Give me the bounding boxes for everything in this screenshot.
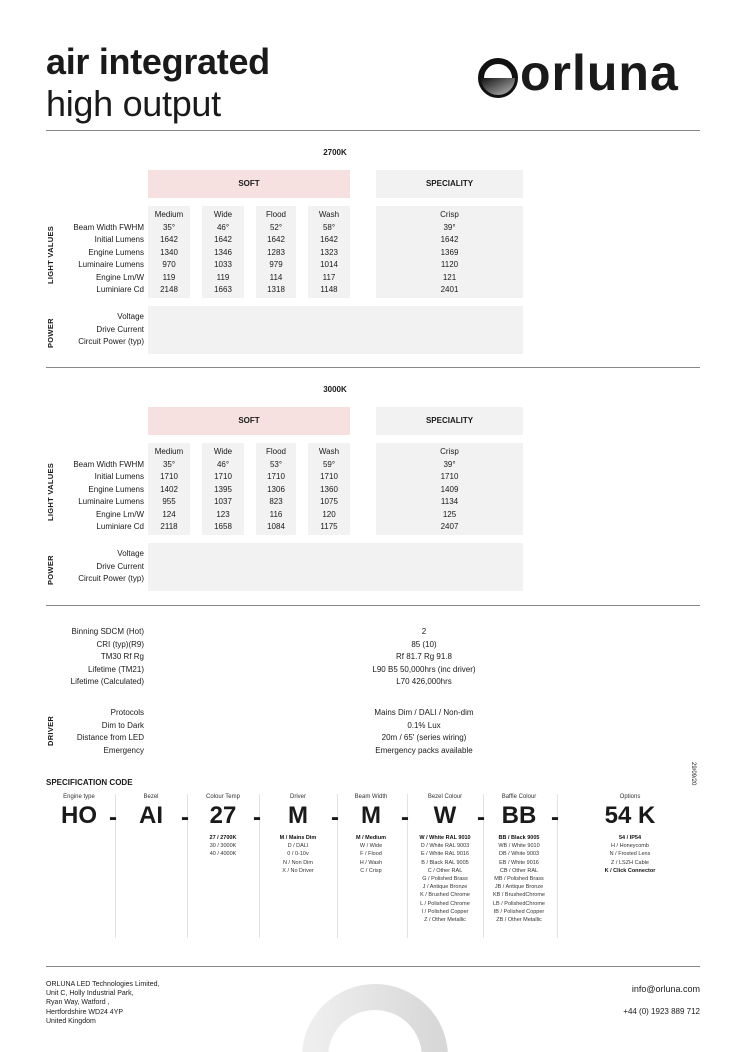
speciality-header (376, 407, 523, 435)
row-label: Luminiare Cd (96, 285, 144, 294)
table-cell: 1346 (214, 247, 232, 257)
table-cell: 119 (216, 272, 230, 282)
table-cell: 2148 (160, 285, 178, 294)
spec-value: L70 426,000hrs (396, 677, 452, 686)
table-cell: 125 (442, 509, 457, 519)
table-cell: 1395 (214, 484, 232, 494)
spec-label: TM30 Rf Rg (100, 652, 144, 661)
spec-option: M / Medium (356, 835, 386, 841)
table-cell: 1409 (440, 484, 459, 494)
date-code: 29/09/20 (690, 762, 696, 786)
table-cell: 1084 (267, 522, 285, 531)
spec-option: H / Wash (359, 859, 383, 866)
spec-option: DB / White 9003 (498, 851, 540, 858)
power-label: Voltage (117, 312, 144, 321)
table-cell: 58° (322, 222, 336, 232)
soft-header (148, 170, 350, 198)
spec-label: Lifetime (Calculated) (70, 677, 144, 686)
address-line: Ryan Way, Watford , (46, 999, 110, 1007)
row-label: Luminiare Cd (96, 522, 144, 531)
power-label: Drive Current (96, 561, 144, 571)
spec-options (262, 834, 334, 875)
spec-column-head: Beam Width (354, 794, 388, 800)
power-label: Circuit Power (typ) (78, 574, 144, 583)
column-header: Wide (213, 447, 233, 456)
table-cell: 1369 (440, 247, 459, 257)
table-cell: 970 (162, 260, 176, 269)
speciality-label: SPECIALITY (425, 179, 474, 188)
spec-option: X / No Driver (282, 867, 314, 874)
spec-option: 40 / 4000K (209, 851, 237, 858)
spec-option: KB / BrushedChrome (493, 892, 545, 899)
spec-options (578, 834, 682, 875)
driver-label: Emergency (103, 745, 144, 755)
table-cell: 1710 (267, 472, 285, 481)
speciality-header (376, 170, 523, 198)
table-cell: 119 (162, 272, 176, 282)
cct-heading: 3000K (323, 385, 347, 394)
row-label: Beam Width FWHM (73, 459, 144, 469)
spec-column (410, 794, 480, 924)
spec-option: ZB / Other Metallic (496, 917, 542, 924)
spec-column (118, 794, 184, 834)
address-line: ORLUNA LED Technologies Limited, (46, 981, 160, 988)
row-label: Engine Lumens (88, 247, 144, 257)
spec-column (338, 794, 404, 875)
spec-code-value: M (288, 802, 308, 829)
spec-option: LB / PolishedChrome (493, 900, 545, 907)
table-cell: 1318 (267, 285, 285, 294)
spec-option: C / Crisp (360, 867, 382, 874)
spec-column (578, 794, 682, 875)
table-cell: 1642 (214, 235, 232, 244)
soft-header (148, 407, 350, 435)
spec-option: G / Polished Brass (422, 876, 468, 883)
column-header: Flood (265, 210, 286, 219)
spec-option: 30 / 3000K (209, 843, 237, 850)
table-cell: 1360 (320, 484, 338, 494)
dash-separator: - (331, 804, 339, 831)
spec-option: N / Frosted Lens (609, 851, 651, 858)
dash-separator: - (253, 804, 261, 831)
table-cell: 1710 (160, 472, 178, 481)
row-label: Initial Lumens (94, 472, 144, 481)
row-label: Luminaire Lumens (78, 260, 144, 269)
table-cell: 979 (269, 260, 283, 269)
spec-value: Rf 81.7 Rg 91.8 (395, 652, 453, 661)
dash-separator: - (109, 804, 117, 831)
table-cell: 1037 (214, 497, 232, 506)
company-address (46, 980, 159, 1026)
table-cell: 1402 (160, 484, 178, 494)
spec-column-head: Bezel Colour (427, 794, 463, 800)
spec-option: JB / Antique Bronze (494, 884, 544, 891)
table-cell: 35° (162, 222, 176, 232)
divider (46, 966, 700, 967)
column-header: Wash (318, 447, 340, 456)
driver-label: Protocols (110, 708, 144, 717)
divider (46, 605, 700, 606)
spec-options (338, 834, 404, 875)
row-label: Initial Lumens (94, 235, 144, 244)
table-cell: 1323 (320, 247, 338, 257)
driver-value: 20m / 65' (series wiring) (381, 733, 467, 742)
spec-column-head: Baffle Colour (501, 794, 537, 800)
driver-value: Mains Dim / DALI / Non-dim (374, 708, 474, 717)
spec-code-value: BB (501, 802, 537, 829)
row-label: Engine Lumens (88, 484, 144, 494)
spec-option: W / White RAL 9010 (419, 835, 471, 841)
column-header: Wide (213, 210, 233, 219)
spec-options (190, 834, 256, 859)
table-cell: 39° (443, 459, 456, 469)
title-line-1: air integrated (46, 41, 270, 82)
spec-option: E / White RAL 9016 (420, 851, 470, 858)
spec-label: CRI (typ)(R9) (96, 639, 144, 649)
spec-code-value: HO (61, 802, 97, 829)
table-cell: 1642 (160, 235, 178, 244)
spec-option: BB / Black 9005 (498, 835, 540, 841)
table-cell: 35° (162, 459, 176, 469)
divider (46, 130, 700, 131)
spec-code-value: W (433, 802, 457, 829)
spec-option: D / White RAL 9003 (420, 843, 470, 850)
table-cell: 1148 (320, 285, 338, 294)
spec-option: I / Polished Copper (421, 908, 469, 915)
table-cell: 121 (442, 272, 457, 282)
power-label: Drive Current (96, 324, 144, 334)
power-label: Voltage (117, 549, 144, 558)
table-cell: 1642 (267, 235, 285, 244)
spec-column-head: Colour Temp (206, 794, 240, 800)
column-header: Wash (318, 210, 340, 219)
table-cell: 120 (322, 509, 336, 519)
spec-option: J / Antique Bronze (422, 884, 468, 891)
driver-value: 0.1% Lux (407, 720, 441, 730)
dash-separator: - (401, 804, 409, 831)
spec-value: 2 (421, 627, 427, 636)
spec-code-value: 27 (209, 802, 237, 829)
column-header: Medium (154, 210, 184, 219)
spec-option: N / Non Dim (283, 859, 313, 866)
table-cell: 46° (216, 459, 230, 469)
spec-column (46, 794, 112, 834)
dash-separator: - (181, 804, 189, 831)
cct-heading: 2700K (323, 148, 347, 157)
spec-option: D / DALI (287, 843, 309, 850)
spec-option: IB / Polished Copper (493, 908, 545, 915)
table-cell: 1120 (440, 260, 459, 269)
spec-option: K / Brushed Chrome (420, 892, 470, 899)
power-label: POWER (46, 318, 55, 348)
power-label: Circuit Power (typ) (78, 337, 144, 346)
spec-column-head: Driver (290, 794, 306, 800)
soft-label: SOFT (238, 179, 260, 188)
spec-column-head: Engine type (63, 794, 95, 800)
table-cell: 1642 (320, 235, 338, 244)
driver-label: DRIVER (46, 715, 55, 746)
spec-code-value: 54 K (604, 802, 656, 829)
table-cell: 1710 (440, 472, 459, 481)
column-header: Crisp (440, 210, 459, 219)
spec-option: 0 / 0-10v (287, 851, 309, 858)
table-cell: 116 (269, 509, 283, 519)
table-cell: 955 (162, 497, 176, 506)
driver-label: Dim to Dark (101, 720, 144, 730)
row-label: Luminaire Lumens (78, 497, 144, 506)
table-cell: 114 (269, 272, 283, 282)
speciality-label: SPECIALITY (425, 416, 474, 425)
spec-option: 54 / IP54 (618, 835, 642, 841)
spec-option: F / Flood (360, 851, 382, 858)
spec-option: K / Click Connector (604, 867, 656, 874)
spec-option: Z / LSZH Cable (611, 859, 649, 866)
table-cell: 1340 (160, 247, 178, 257)
brand-logo: orluna (520, 45, 679, 101)
light-values-label: LIGHT VALUES (46, 225, 55, 284)
table-cell: 1175 (320, 522, 338, 531)
address-line: Unit C, Holly Industrial Park, (46, 990, 134, 998)
table-cell: 1710 (320, 472, 338, 481)
table-cell: 1663 (214, 285, 232, 294)
divider (46, 367, 700, 368)
address-line: Hertfordshire WD24 4YP (46, 1008, 124, 1016)
spec-column-head: Bezel (143, 794, 159, 800)
spec-option: H / Honeycomb (611, 843, 649, 850)
spec-options (484, 834, 554, 924)
row-label: Engine Lm/W (95, 509, 144, 519)
table-cell: 2118 (160, 522, 178, 531)
table-cell: 53° (269, 459, 283, 469)
spec-label: Binning SDCM (Hot) (71, 627, 144, 636)
table-cell: 1075 (320, 497, 338, 506)
table-cell: 2407 (440, 522, 459, 531)
row-label: Engine Lm/W (95, 272, 144, 282)
table-cell: 124 (162, 509, 176, 519)
table-cell: 59° (322, 459, 336, 469)
spec-options (410, 834, 480, 924)
spec-code-value: AI (139, 802, 163, 829)
spec-option: M / Mains Dim (279, 835, 317, 841)
table-cell: 39° (443, 222, 456, 232)
spec-column (190, 794, 256, 859)
driver-label: Distance from LED (76, 733, 144, 742)
table-cell: 1658 (214, 522, 232, 531)
dash-separator: - (551, 804, 559, 831)
title-line-2: high output (46, 83, 221, 124)
spec-value: L90 B5 50,000hrs (inc driver) (372, 664, 476, 674)
spec-option: CB / Other RAL (499, 867, 539, 874)
spec-code-title: SPECIFICATION CODE (46, 778, 133, 787)
column-header: Flood (265, 447, 286, 456)
soft-label: SOFT (238, 416, 260, 425)
spec-column (484, 794, 554, 924)
spec-option: L / Polished Chrome (420, 900, 470, 907)
table-cell: 1710 (214, 472, 232, 481)
table-cell: 52° (269, 222, 283, 232)
light-values-label: LIGHT VALUES (46, 462, 55, 521)
table-cell: 1033 (214, 260, 232, 269)
spec-code-value: M (361, 802, 381, 829)
driver-value: Emergency packs available (375, 745, 473, 755)
contact-phone: +44 (0) 1923 889 712 (623, 1007, 700, 1016)
spec-option: WB / White 9010 (498, 843, 540, 850)
orluna-logo-mark (478, 58, 518, 98)
column-header: Medium (154, 447, 184, 456)
spec-option: MB / Polished Brass (494, 876, 544, 883)
spec-option: Z / Other Metallic (424, 917, 466, 924)
table-cell: 123 (216, 509, 230, 519)
spec-option: C / Other RAL (427, 867, 463, 874)
table-cell: 1014 (320, 260, 338, 269)
address-line: United Kingdom (46, 1017, 96, 1025)
spec-column-head: Options (619, 794, 641, 800)
spec-option: W / Wide (359, 843, 383, 850)
decorative-ring (300, 982, 450, 1052)
table-cell: 1642 (440, 235, 459, 244)
power-label: POWER (46, 555, 55, 585)
table-cell: 46° (216, 222, 230, 232)
spec-option: EB / White 9016 (499, 859, 539, 866)
spec-column (262, 794, 334, 875)
dash-separator: - (477, 804, 485, 831)
table-cell: 2401 (440, 285, 459, 294)
contact-email[interactable]: info@orluna.com (631, 984, 700, 994)
table-cell: 1283 (267, 247, 285, 257)
table-cell: 823 (269, 497, 283, 506)
spec-value: 85 (10) (411, 639, 437, 649)
table-cell: 1306 (267, 484, 285, 494)
spec-option: B / Black RAL 9005 (421, 859, 469, 866)
column-header: Crisp (440, 447, 459, 456)
table-cell: 1134 (440, 497, 459, 506)
row-label: Beam Width FWHM (73, 222, 144, 232)
spec-option: 27 / 2700K (209, 835, 237, 841)
table-cell: 117 (322, 272, 336, 282)
spec-label: Lifetime (TM21) (87, 664, 144, 674)
